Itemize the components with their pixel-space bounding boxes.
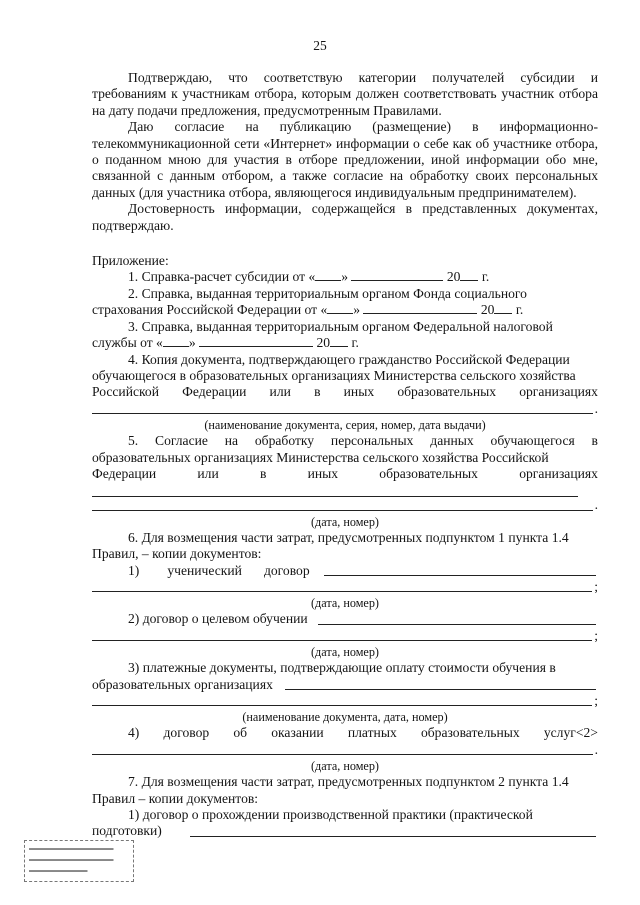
appendix-item-5: 5. Согласие на обработку персональных данных обучающегося в — [128, 433, 598, 449]
year-blank — [460, 269, 478, 281]
year-blank — [494, 302, 512, 314]
month-blank — [199, 335, 313, 347]
appendix-item-3-date: службы от « » 20 г. — [92, 335, 359, 351]
item-6-sub-3: 3) платежные документы, подтверждающие оплату стоимости обучения в — [128, 660, 556, 676]
month-blank — [363, 302, 477, 314]
day-blank — [163, 335, 189, 347]
item-4-blank-line: . — [92, 401, 598, 417]
document-stamp: ▬▬▬▬▬▬▬▬▬▬▬▬▬ ▬▬▬▬▬▬▬▬▬▬▬▬▬ ▬▬▬▬▬▬▬▬▬ — [24, 840, 134, 882]
document-body: Подтверждаю, что соответствую категории получателей субсидии и требованиям к участникам отбора, которым должен соответствовать участник отбора на дату подачи предложения, предусмотренным Правилами. Даю согласие на публикацию (размещение) в информационно-телекоммуникационной сети «Интернет» информации о себе как об участнике отбора, о поданном мною для участия в отборе предложении, иной информации обо мне, связанной с данным отбором, а также согласие на обработку своих персональных данных (для участника отбора, являющегося индивидуальным предпринимателем). Достоверность информации, содержащейся в представленных документах, подтверждаю. Приложение: 1. Справка-расчет субсидии от « » 20 г. 2. Справка, выданная территориальным органом Фонда социального страхования Российской Федерации от « » 20 г. 3. Справка, выданная территориальным органом Федеральной налоговой службы от « » 20 г. 4. Копия документа, подтверждающего гражданство Российской Федерации обучающегося в образовательных организациях Министерства сельского хозяйства Российской Федерации или в иных образовательных организациях . (наименование документа, серия, номер, дата выдачи) 5. Согласие на обработку персональных данных обучающегося в образовательных организациях Министерства сельского хозяйства Российской Федерации или в иных образовательных организациях . (дата, номер) 6. Для возмещения части затрат, предусмотренных подпунктом 1 пункта 1.4 Правил, – копии документов: 1) ученический договор ; (дата, номер) 2) договор о целевом обучении ; (дата, номер) 3) платежные документы, подтверждающие оплату стоимости обучения в образовательных организациях ; (наименование документа, дата, номер) 4) договор об оказании платных образовательных услуг<2> . (дата, номер) 7. Для возмещения части затрат, предусмотренных подпунктом 2 пункта 1.4 Правил – копии документов: 1) договор о прохождении производственной практики (практической подготовки) — [92, 70, 598, 839]
consent-paragraph: Даю согласие на публикацию (размещение) в информационно-телекоммуникационной сети «Интернет» информации о себе как об участнике отбора, о поданном мною для участия в отборе предложении, иной информации обо мне, связанной с данным отбором, а также согласие на обработку своих персональных данных (для участника отбора, являющегося индивидуальным предпринимателем). — [92, 119, 598, 200]
item-5-blank-line — [92, 482, 578, 497]
item-6-sub-2-line: ; — [92, 628, 598, 644]
appendix-item-3: 3. Справка, выданная территориальным органом Федеральной налоговой — [128, 318, 553, 334]
appendix-item-4: 4. Копия документа, подтверждающего гражданство Российской Федерации — [128, 351, 570, 367]
item-6-sub-1-line: ; — [92, 579, 598, 595]
confirmation-paragraph: Подтверждаю, что соответствую категории получателей субсидии и требованиям к участникам отбора, которым должен соответствовать участник отбора на дату подачи предложения, предусмотренным Правилами. — [92, 70, 598, 118]
reliability-paragraph: Достоверность информации, содержащейся в представленных документах, подтверждаю. — [92, 201, 598, 233]
item-6-sub-1: 1) ученический договор — [92, 563, 598, 579]
item-6-sub-4-line: . — [92, 742, 598, 758]
item-4-caption: (наименование документа, серия, номер, дата выдачи) — [204, 418, 486, 433]
item-6-sub-4: 4) договор об оказании платных образовательных услуг<2> — [128, 725, 598, 741]
item-5-words: Федерации или в иных образовательных организациях — [92, 465, 598, 481]
item-4-words: Российской Федерации или в иных образовательных организациях — [92, 384, 598, 400]
page-number: 25 — [313, 38, 327, 53]
year-blank — [330, 335, 348, 347]
appendix-item-6: 6. Для возмещения части затрат, предусмотренных подпунктом 1 пункта 1.4 — [128, 529, 569, 545]
item-6-sub-3-line: ; — [92, 693, 598, 709]
appendix-label: Приложение: — [92, 253, 169, 269]
day-blank — [315, 269, 341, 281]
appendix-item-7: 7. Для возмещения части затрат, предусмотренных подпунктом 2 пункта 1.4 — [128, 774, 569, 790]
item-5-blank-line-2: . — [92, 497, 598, 513]
item-7-sub-1: 1) договор о прохождении производственной практики (практической — [128, 807, 533, 823]
appendix-item-1: 1. Справка-расчет субсидии от « » 20 г. — [128, 269, 490, 285]
item-6-sub-2: 2) договор о целевом обучении — [92, 611, 598, 627]
month-blank — [351, 269, 443, 281]
item-7-sub-1-label: подготовки) — [92, 823, 598, 839]
day-blank — [327, 302, 353, 314]
appendix-item-2: 2. Справка, выданная территориальным органом Фонда социального — [128, 285, 527, 301]
item-6-sub-3-label: образовательных организациях — [92, 677, 598, 693]
appendix-item-2-date: страхования Российской Федерации от « » 20 г. — [92, 302, 524, 318]
item-5-caption: (дата, номер) — [311, 514, 379, 529]
